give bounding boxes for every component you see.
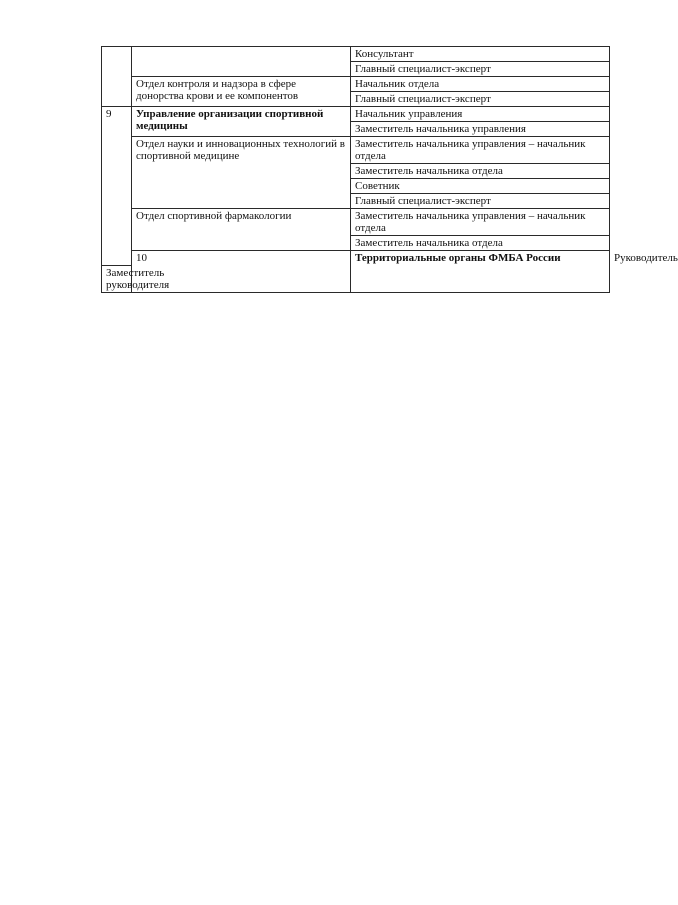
position-cell: Главный специалист-эксперт [351,92,610,107]
unit-name-cell: Отдел науки и инновационных технологий в спортивной медицине [132,137,351,209]
table-row [102,77,610,92]
position-cell: Советник [351,179,610,194]
position-cell: Заместитель начальника управления [351,122,610,137]
unit-name-cell: Территориальные органы ФМБА России [351,251,610,293]
table-row [102,209,610,236]
unit-name-cell [132,47,351,77]
table-row [102,107,610,122]
position-cell: Главный специалист-эксперт [351,194,610,209]
unit-name-cell: Отдел спортивной фармакологии [132,209,351,251]
position-cell: Начальник управления [351,107,610,122]
table-row: 10 Территориальные органы ФМБА России Руководитель [102,251,610,266]
position-cell: Заместитель начальника отдела [351,236,610,251]
position-cell: Главный специалист-эксперт [351,62,610,77]
position-cell: Консультант [351,47,610,62]
table-row [102,47,610,62]
row-number-cell: 9 [102,107,132,266]
unit-name-cell: Управление организации спортивной медицины [132,107,351,137]
table-row [102,137,610,164]
position-cell: Заместитель руководителя [102,266,132,293]
position-cell: Заместитель начальника отдела [351,164,610,179]
row-number-cell [102,47,132,107]
position-cell: Начальник отдела [351,77,610,92]
position-cell: Заместитель начальника управления – начальник отдела [351,137,610,164]
row-number-cell: 10 [132,251,351,293]
staff-positions-table [101,46,678,293]
unit-name-cell: Отдел контроля и надзора в сфере донорства крови и ее компонентов [132,77,351,107]
position-cell: Заместитель начальника управления – начальник отдела [351,209,610,236]
